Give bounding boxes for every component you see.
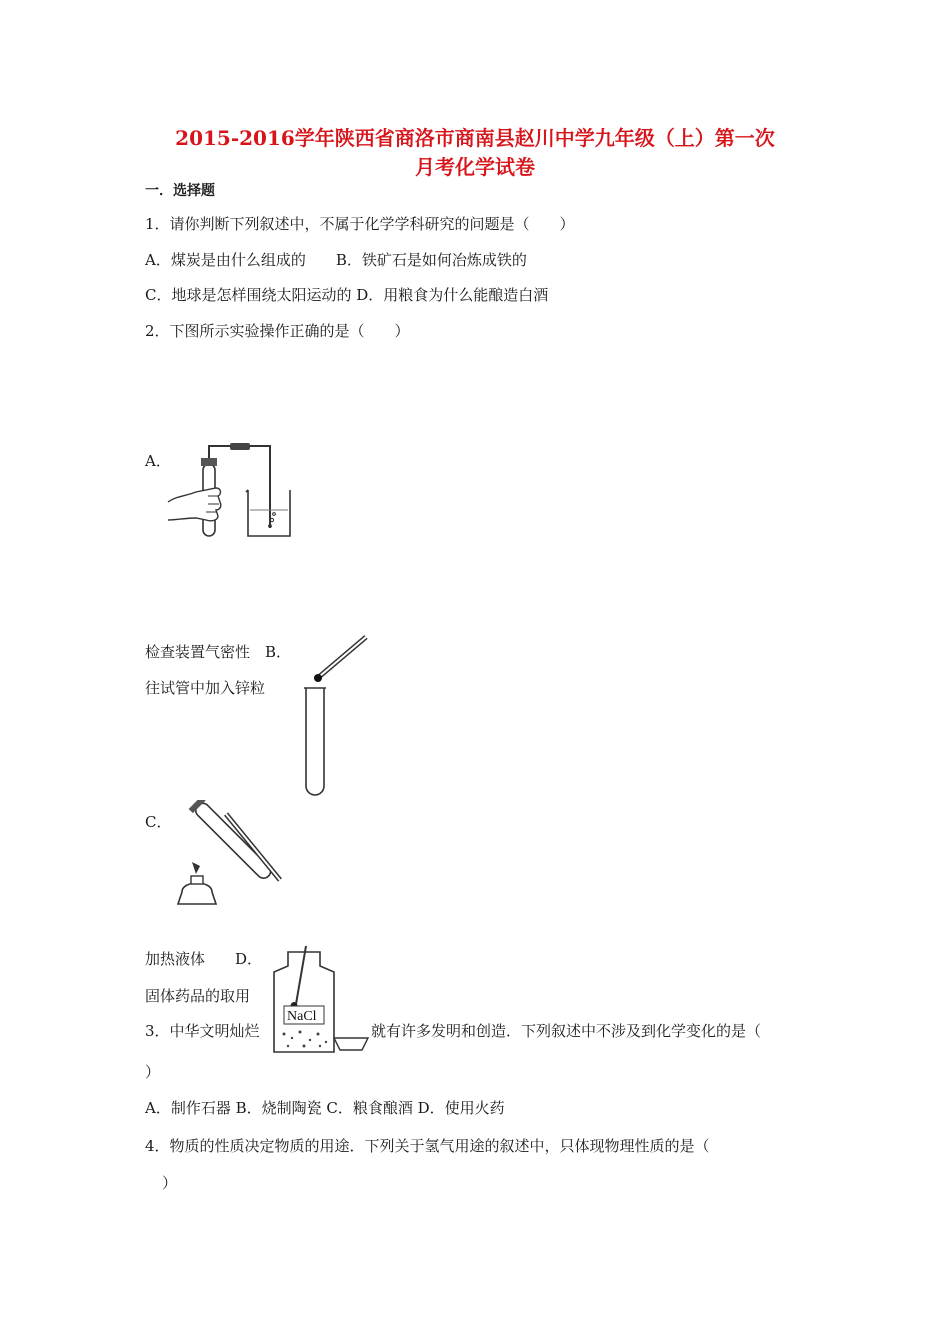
question-3-stem-close: ）: [145, 1063, 161, 1081]
section-heading: 一．选择题: [145, 183, 215, 199]
question-2-stem: 2．下图所示实验操作正确的是（ ）: [145, 322, 410, 340]
question-1-options-cd: C．地球是怎样围绕太阳运动的 D．用粮食为什么能酿造白酒: [145, 286, 549, 304]
question-1-options-ab: A．煤炭是由什么组成的 B．铁矿石是如何冶炼成铁的: [145, 251, 527, 269]
option-c-label: C．: [145, 813, 172, 831]
option-c-caption: 加热液体 D．: [145, 950, 263, 968]
question-3-options: A．制作石器 B．烧制陶瓷 C．粮食酿酒 D．使用火药: [145, 1099, 505, 1117]
option-d-caption: 固体药品的取用: [145, 987, 251, 1005]
exam-title-line2: 月考化学试卷: [415, 155, 535, 179]
question-1-stem: 1．请你判断下列叙述中，不属于化学学科研究的问题是（ ）: [145, 215, 575, 233]
option-a-label: A．: [145, 452, 171, 470]
question-3-stem-end: 就有许多发明和创造．下列叙述中不涉及到化学变化的是（: [371, 1022, 762, 1040]
question-4-stem-close: ）: [162, 1174, 178, 1192]
option-b-caption: 往试管中加入锌粒: [145, 679, 266, 697]
add-zinc-granule-figure: [298, 632, 373, 798]
option-a-caption: 检查装置气密性 B．: [145, 643, 292, 661]
nacl-label: NaCl: [287, 1009, 317, 1024]
solid-reagent-figure: [270, 942, 370, 1054]
heating-liquid-figure: [166, 800, 286, 914]
question-4-stem: 4．物质的性质决定物质的用途．下列关于氢气用途的叙述中，只体现物理性质的是（: [145, 1137, 710, 1155]
question-3-stem-start: 3．中华文明灿烂: [145, 1022, 260, 1040]
airtightness-check-figure: [166, 440, 296, 540]
exam-title-line1: 2015-2016学年陕西省商洛市商南县赵川中学九年级（上）第一次: [175, 126, 775, 150]
